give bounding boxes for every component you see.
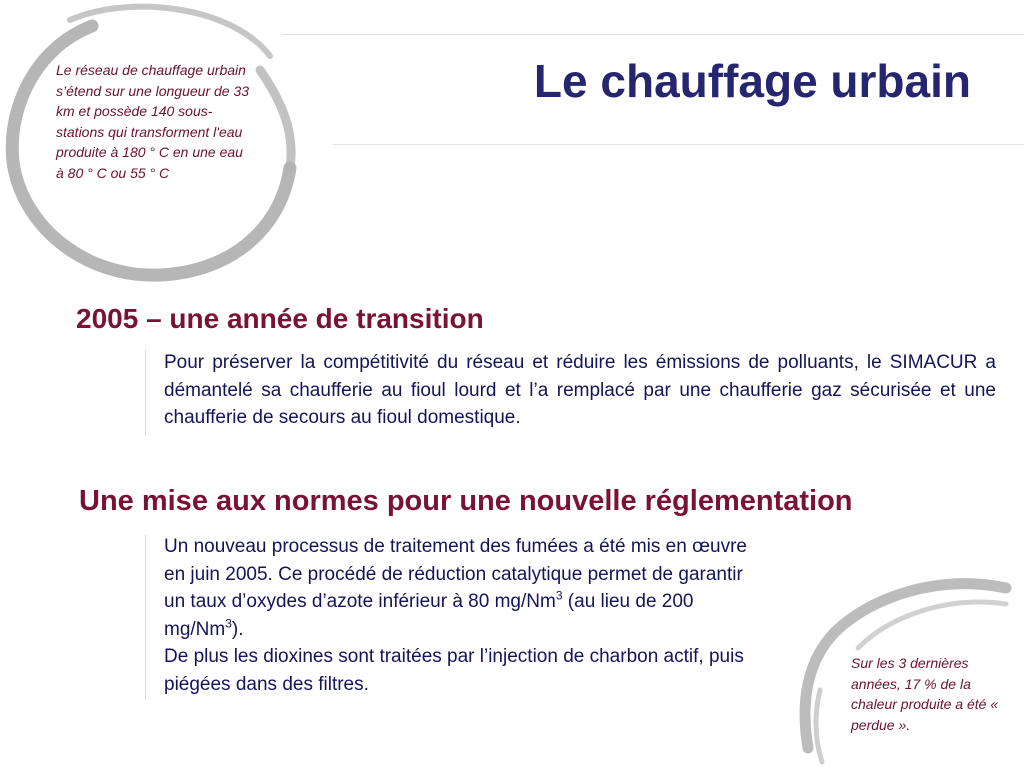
regulation-text-part-3: ). [231,618,244,640]
regulation-text-part-2: (au lieu de 200 mg/Nm [164,591,694,640]
section-heading-regulation: Une mise aux normes pour une nouvelle réglementation [79,485,853,517]
section-heading-transition: 2005 – une année de transition [76,303,484,334]
network-info-note: Le réseau de chauffage urbain s’étend sur une longueur de 33 km et possède 140 sous-stations qui transforment l'eau produite à 180 ° C en une eau à 80 ° C ou 55 ° C [56,62,250,181]
title-rule-bottom [333,144,1024,145]
title-rule-top [282,34,1024,35]
heat-loss-note: Sur les 3 dernières années, 17 % de la chaleur produite a été « perdue ». [851,655,999,733]
brush-circle-top-left-arc [70,7,270,56]
brush-circle-bottom-right-tail [816,690,822,762]
brush-circle-bottom-right-inner [858,602,1006,648]
section-divider-2 [145,535,146,700]
regulation-text-part-1: Un nouveau processus de traitement des fumées a été mis en œuvre en juin 2005. Ce procédé de réduction catalytique permet de garantir un taux d’oxydes d’azote inférieur à 80 mg/Nm [164,536,747,612]
section-body-regulation [164,533,766,698]
section-divider-1 [145,350,146,436]
slide-title: Le chauffage urbain [533,55,971,107]
section-body-transition: Pour préserver la compétitivité du réseau et réduire les émissions de polluants, le SIMACUR a démantelé sa chaufferie au fioul lourd et l’a remplacé par une chaufferie gaz sécurisée et une chaufferie de secours au fioul domestique. [164,352,996,428]
superscript-cubed-1: 3 [555,588,563,603]
regulation-text-part-4: De plus les dioxines sont traitées par l’injection de charbon actif, puis piégées dans des filtres. [164,646,744,695]
superscript-cubed-2: 3 [225,616,232,631]
brush-circle-top-left-inner [260,70,291,168]
